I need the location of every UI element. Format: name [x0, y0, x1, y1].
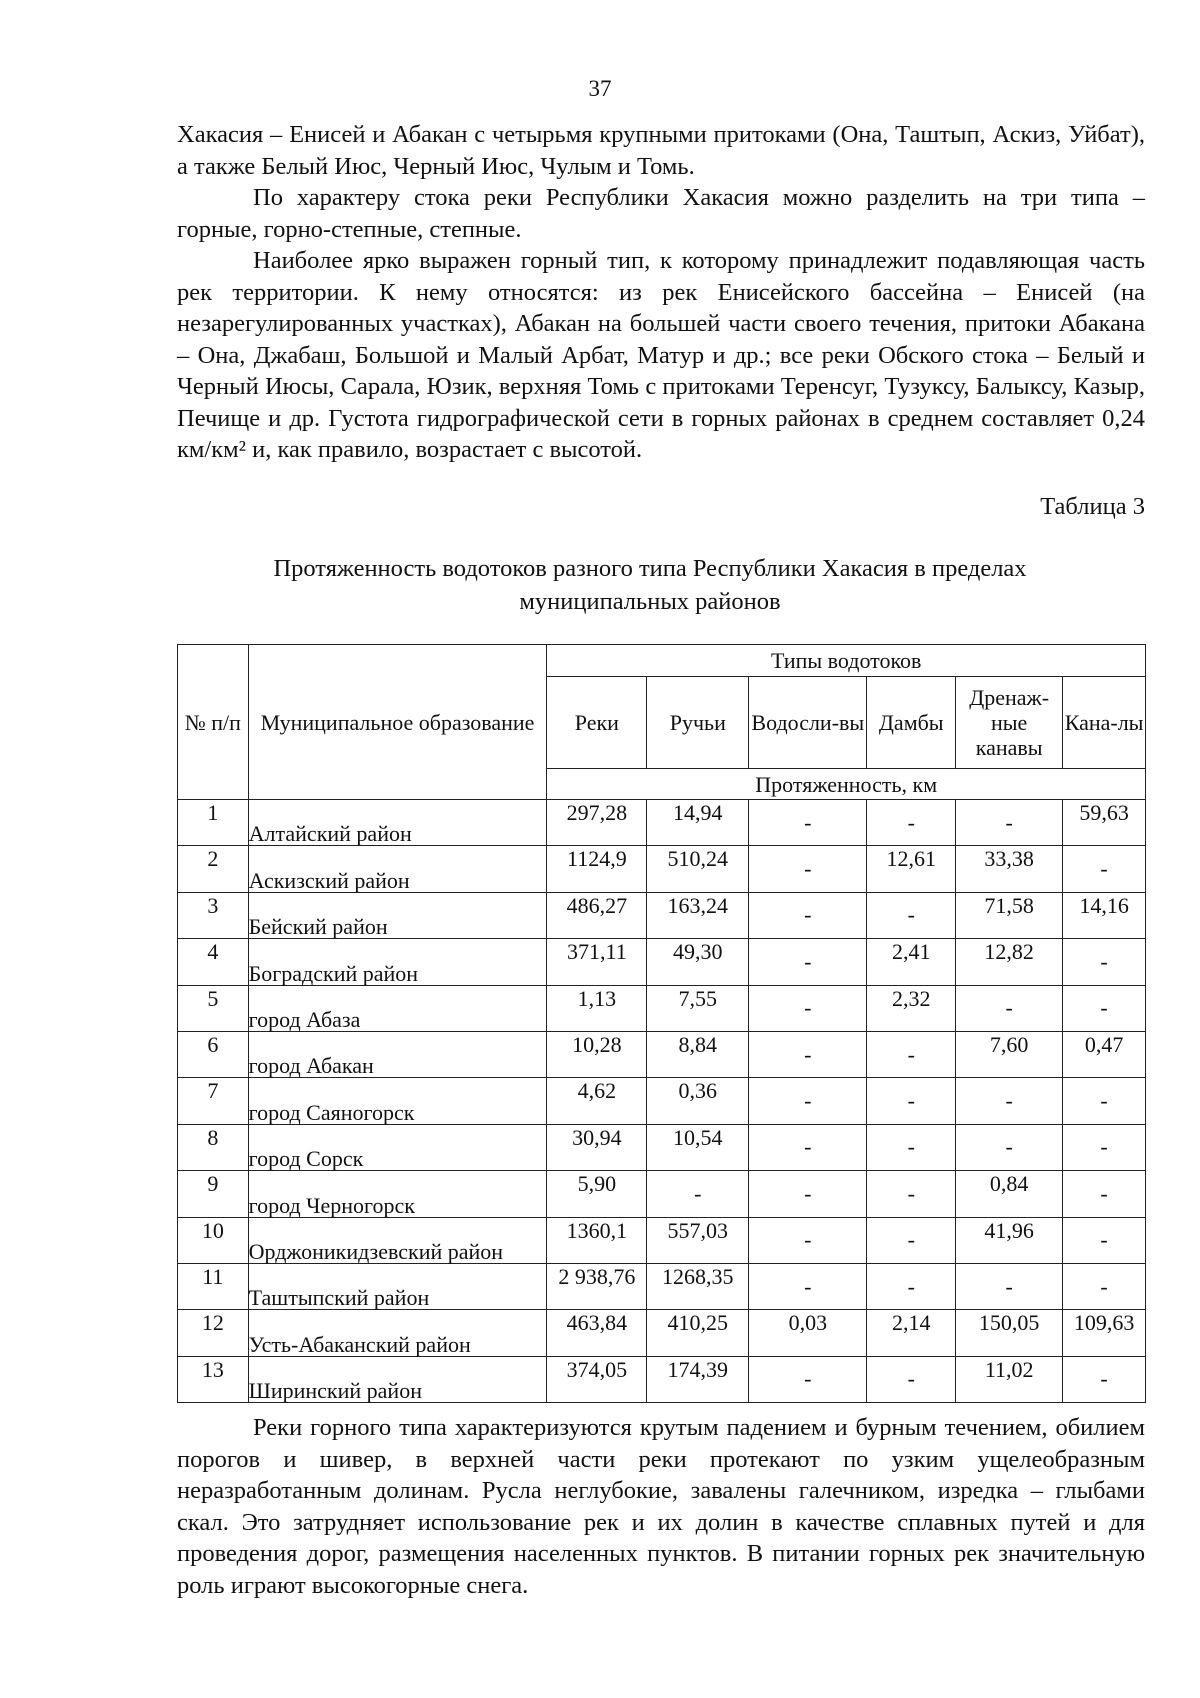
cell-streams: 557,03	[647, 1217, 749, 1263]
cell-drainage-ditches: -	[956, 800, 1063, 846]
row-number: 3	[178, 892, 249, 938]
cell-canals: -	[1063, 1263, 1146, 1309]
table-row	[178, 846, 1146, 892]
cell-spillways: -	[749, 1356, 867, 1402]
header-number: № п/п	[178, 645, 249, 800]
header-municipality: Муниципальное образование	[248, 645, 547, 800]
cell-dams: -	[867, 1263, 956, 1309]
cell-rivers: 374,05	[547, 1356, 647, 1402]
cell-canals: 14,16	[1063, 892, 1146, 938]
cell-rivers: 486,27	[547, 892, 647, 938]
cell-rivers: 463,84	[547, 1310, 647, 1356]
cell-spillways: -	[749, 985, 867, 1031]
table-row	[178, 1310, 1146, 1356]
cell-canals: -	[1063, 1356, 1146, 1402]
table-row	[178, 985, 1146, 1031]
cell-rivers: 5,90	[547, 1171, 647, 1217]
cell-canals: 109,63	[1063, 1310, 1146, 1356]
cell-rivers: 2 938,76	[547, 1263, 647, 1309]
row-number: 11	[178, 1263, 249, 1309]
header-streams: Ручьи	[647, 677, 749, 769]
paragraph-river-types: По характеру стока реки Республики Хакасия можно разделить на три типа – горные, горно-степные, степные.	[177, 184, 1145, 243]
row-number: 2	[178, 846, 249, 892]
cell-drainage-ditches: 11,02	[956, 1356, 1063, 1402]
cell-streams: -	[647, 1171, 749, 1217]
row-municipality: Алтайский район	[248, 800, 547, 846]
cell-dams: 2,41	[867, 939, 956, 985]
cell-drainage-ditches: 41,96	[956, 1217, 1063, 1263]
cell-dams: -	[867, 892, 956, 938]
header-drainage-ditches: Дренаж-ные канавы	[956, 677, 1063, 769]
cell-spillways: 0,03	[749, 1310, 867, 1356]
cell-drainage-ditches: -	[956, 1263, 1063, 1309]
table-row	[178, 1124, 1146, 1170]
row-municipality: город Абаза	[248, 985, 547, 1031]
cell-spillways: -	[749, 846, 867, 892]
cell-streams: 510,24	[647, 846, 749, 892]
cell-spillways: -	[749, 1217, 867, 1263]
cell-streams: 10,54	[647, 1124, 749, 1170]
row-municipality: Бейский район	[248, 892, 547, 938]
row-municipality: Аскизский район	[248, 846, 547, 892]
header-dams: Дамбы	[867, 677, 956, 769]
cell-canals: -	[1063, 939, 1146, 985]
cell-spillways: -	[749, 939, 867, 985]
cell-drainage-ditches: 12,82	[956, 939, 1063, 985]
cell-rivers: 371,11	[547, 939, 647, 985]
cell-streams: 174,39	[647, 1356, 749, 1402]
cell-dams: 2,14	[867, 1310, 956, 1356]
cell-drainage-ditches: 71,58	[956, 892, 1063, 938]
cell-streams: 1268,35	[647, 1263, 749, 1309]
cell-dams: 12,61	[867, 846, 956, 892]
cell-drainage-ditches: 150,05	[956, 1310, 1063, 1356]
cell-dams: 2,32	[867, 985, 956, 1031]
header-spillways: Водосли-вы	[749, 677, 867, 769]
cell-drainage-ditches: -	[956, 985, 1063, 1031]
cell-spillways: -	[749, 1263, 867, 1309]
table-title-line-1: Протяженность водотоков разного типа Республики Хакасия в пределах	[273, 555, 1027, 582]
header-watercourse-types: Типы водотоков	[547, 645, 1146, 677]
cell-canals: -	[1063, 1171, 1146, 1217]
row-municipality: Ширинский район	[248, 1356, 547, 1402]
table-row	[178, 1263, 1146, 1309]
cell-rivers: 1,13	[547, 985, 647, 1031]
table-row	[178, 892, 1146, 938]
cell-streams: 7,55	[647, 985, 749, 1031]
cell-drainage-ditches: -	[956, 1124, 1063, 1170]
table-row	[178, 1217, 1146, 1263]
paragraph-mountain-rivers: Реки горного типа характеризуются крутым падением и бурным течением, обилием порогов и шивер, в верхней части реки протекают по узким ущелеобразным неразработанным долинам. Русла неглубокие, завалены галечником, изредка – глыбами скал. Это затрудняет использование рек и их долин в качестве сплавных путей и для проведения дорог, размещения населенных пунктов. В питании горных рек значительную роль играют высокогорные снега.	[177, 1414, 1145, 1599]
row-municipality: город Саяногорск	[248, 1078, 547, 1124]
row-municipality: Боградский район	[248, 939, 547, 985]
table-label: Таблица 3	[1040, 493, 1145, 520]
cell-streams: 163,24	[647, 892, 749, 938]
cell-canals: -	[1063, 1217, 1146, 1263]
table-title-line-2: муниципальных районов	[519, 588, 781, 615]
row-municipality: город Абакан	[248, 1031, 547, 1077]
cell-spillways: -	[749, 1031, 867, 1077]
table-row	[178, 1078, 1146, 1124]
cell-rivers: 30,94	[547, 1124, 647, 1170]
paragraph-rivers-list: Хакасия – Енисей и Абакан с четырьмя крупными притоками (Она, Таштып, Аскиз, Уйбат), а также Белый Июс, Черный Июс, Чулым и Томь.	[177, 121, 1145, 180]
table-row	[178, 1031, 1146, 1077]
cell-spillways: -	[749, 892, 867, 938]
paragraph-mountain-type: Наиболее ярко выражен горный тип, к которому принадлежит подавляющая часть рек территории. К нему относятся: из рек Енисейского бассейна – Енисей (на незарегулированных участках), Абакан на большей части своего течения, притоки Абакана – Она, Джабаш, Большой и Малый Арбат, Матур и др.; все реки Обского стока – Белый и Черный Июсы, Сарала, Юзик, верхняя Томь с притоками Теренсуг, Тузуксу, Балыксу, Казыр, Печище и др. Густота гидрографической сети в горных районах в среднем составляет 0,24 км/км² и, как правило, возрастает с высотой.	[177, 247, 1145, 463]
cell-rivers: 10,28	[547, 1031, 647, 1077]
cell-dams: -	[867, 1171, 956, 1217]
cell-streams: 49,30	[647, 939, 749, 985]
cell-spillways: -	[749, 1171, 867, 1217]
cell-spillways: -	[749, 800, 867, 846]
row-number: 6	[178, 1031, 249, 1077]
watercourse-length-table	[177, 644, 1146, 1403]
cell-rivers: 1124,9	[547, 846, 647, 892]
cell-drainage-ditches: -	[956, 1078, 1063, 1124]
table-row	[178, 1171, 1146, 1217]
row-number: 12	[178, 1310, 249, 1356]
cell-streams: 0,36	[647, 1078, 749, 1124]
row-municipality: Таштыпский район	[248, 1263, 547, 1309]
cell-spillways: -	[749, 1124, 867, 1170]
cell-spillways: -	[749, 1078, 867, 1124]
row-number: 8	[178, 1124, 249, 1170]
table-row	[178, 800, 1146, 846]
row-municipality: Усть-Абаканский район	[248, 1310, 547, 1356]
row-municipality: Орджоникидзевский район	[248, 1217, 547, 1263]
cell-rivers: 297,28	[547, 800, 647, 846]
cell-dams: -	[867, 1031, 956, 1077]
cell-streams: 410,25	[647, 1310, 749, 1356]
page-number: 37	[588, 76, 612, 101]
header-canals: Кана-лы	[1063, 677, 1146, 769]
row-municipality: город Черногорск	[248, 1171, 547, 1217]
cell-canals: 59,63	[1063, 800, 1146, 846]
cell-dams: -	[867, 1078, 956, 1124]
cell-rivers: 1360,1	[547, 1217, 647, 1263]
row-number: 1	[178, 800, 249, 846]
table-title	[200, 552, 1100, 618]
cell-streams: 14,94	[647, 800, 749, 846]
cell-drainage-ditches: 33,38	[956, 846, 1063, 892]
row-number: 13	[178, 1356, 249, 1402]
cell-canals: -	[1063, 846, 1146, 892]
header-rivers: Реки	[547, 677, 647, 769]
cell-dams: -	[867, 1217, 956, 1263]
row-number: 10	[178, 1217, 249, 1263]
cell-rivers: 4,62	[547, 1078, 647, 1124]
cell-dams: -	[867, 800, 956, 846]
cell-dams: -	[867, 1124, 956, 1170]
row-number: 5	[178, 985, 249, 1031]
row-number: 9	[178, 1171, 249, 1217]
table-row	[178, 939, 1146, 985]
cell-drainage-ditches: 7,60	[956, 1031, 1063, 1077]
row-municipality: город Сорск	[248, 1124, 547, 1170]
cell-drainage-ditches: 0,84	[956, 1171, 1063, 1217]
row-number: 4	[178, 939, 249, 985]
header-length-units: Протяженность, км	[547, 769, 1146, 800]
cell-streams: 8,84	[647, 1031, 749, 1077]
row-number: 7	[178, 1078, 249, 1124]
cell-dams: -	[867, 1356, 956, 1402]
table-row	[178, 1356, 1146, 1402]
cell-canals: -	[1063, 985, 1146, 1031]
cell-canals: -	[1063, 1078, 1146, 1124]
table-body	[178, 800, 1146, 1403]
cell-canals: -	[1063, 1124, 1146, 1170]
cell-canals: 0,47	[1063, 1031, 1146, 1077]
